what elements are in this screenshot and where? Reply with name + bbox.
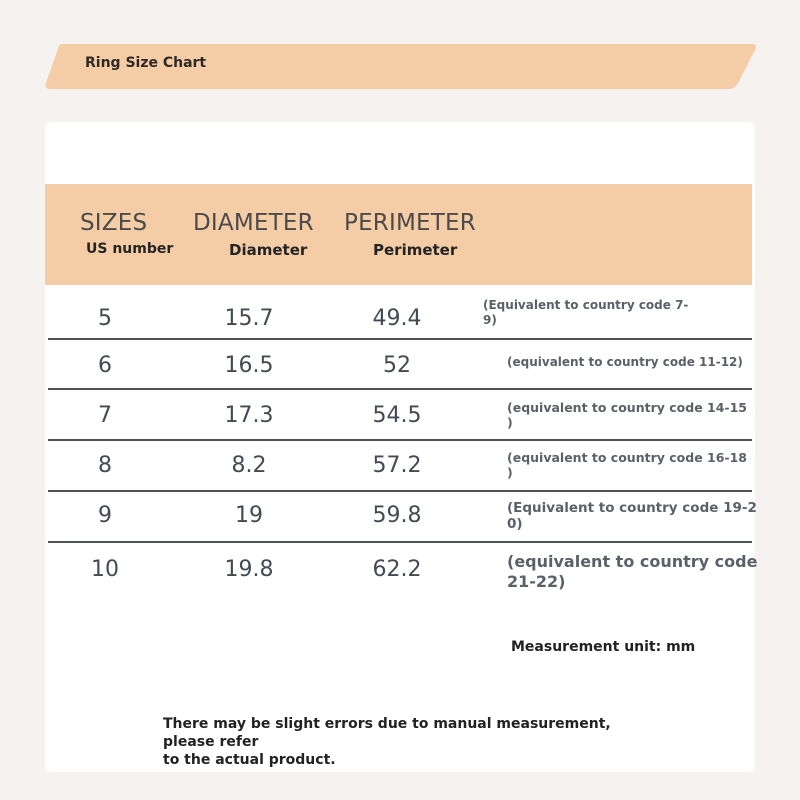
header-sizes bbox=[80, 210, 173, 257]
note-line: (equivalent to country code 16-18 bbox=[507, 450, 747, 465]
diameter-cell: 16.5 bbox=[224, 353, 274, 378]
size-cell: 7 bbox=[98, 403, 112, 428]
perimeter-cell: 62.2 bbox=[372, 557, 422, 582]
row-divider bbox=[48, 439, 752, 441]
country-code-note bbox=[507, 400, 747, 430]
perimeter-cell: 49.4 bbox=[372, 306, 422, 331]
note-line: (equivalent to country code 11-12) bbox=[507, 355, 743, 369]
measurement-unit: Measurement unit: mm bbox=[511, 639, 696, 655]
title-banner bbox=[44, 44, 756, 89]
note-line: ) bbox=[507, 465, 513, 480]
note-line: (equivalent to country code bbox=[507, 552, 758, 571]
row-divider bbox=[48, 541, 752, 543]
diameter-cell: 17.3 bbox=[224, 403, 274, 428]
country-code-note bbox=[507, 355, 743, 370]
row-divider bbox=[48, 338, 752, 340]
perimeter-cell: 59.8 bbox=[372, 503, 422, 528]
country-code-note bbox=[507, 552, 757, 592]
header-perimeter-sub: Perimeter bbox=[373, 241, 458, 259]
size-cell: 10 bbox=[91, 557, 119, 582]
size-cell: 6 bbox=[98, 353, 112, 378]
diameter-cell: 19.8 bbox=[224, 557, 274, 582]
note-line: (Equivalent to country code 7- bbox=[483, 298, 689, 312]
size-cell: 9 bbox=[98, 503, 112, 528]
note-line: 21-22) bbox=[507, 572, 566, 591]
row-divider bbox=[48, 490, 752, 492]
header-perimeter-main: PERIMETER bbox=[344, 210, 476, 236]
header-perimeter bbox=[344, 210, 476, 259]
diameter-cell: 19 bbox=[235, 503, 263, 528]
diameter-cell: 8.2 bbox=[231, 453, 267, 478]
note-line: (equivalent to country code 14-15 bbox=[507, 400, 747, 415]
chart-title: Ring Size Chart bbox=[85, 55, 207, 71]
perimeter-cell: 52 bbox=[383, 353, 411, 378]
size-cell: 8 bbox=[98, 453, 112, 478]
note-line: 9) bbox=[483, 313, 497, 327]
disclaimer-line: There may be slight errors due to manual measurement, please refer bbox=[163, 716, 611, 750]
size-cell: 5 bbox=[98, 306, 112, 331]
note-line: (Equivalent to country code 19-2 bbox=[507, 500, 757, 516]
note-line: 0) bbox=[507, 516, 523, 532]
header-diameter bbox=[193, 210, 314, 259]
header-sizes-sub: US number bbox=[86, 241, 174, 257]
disclaimer bbox=[163, 715, 663, 769]
row-divider bbox=[48, 388, 752, 390]
disclaimer-line: to the actual product. bbox=[163, 752, 336, 768]
header-sizes-main: SIZES bbox=[80, 210, 148, 236]
perimeter-cell: 54.5 bbox=[372, 403, 422, 428]
header-diameter-main: DIAMETER bbox=[193, 210, 314, 236]
country-code-note bbox=[507, 500, 757, 532]
country-code-note bbox=[483, 298, 688, 328]
country-code-note bbox=[507, 450, 747, 480]
perimeter-cell: 57.2 bbox=[372, 453, 422, 478]
note-line: ) bbox=[507, 415, 513, 430]
diameter-cell: 15.7 bbox=[224, 306, 274, 331]
header-diameter-sub: Diameter bbox=[229, 241, 308, 259]
